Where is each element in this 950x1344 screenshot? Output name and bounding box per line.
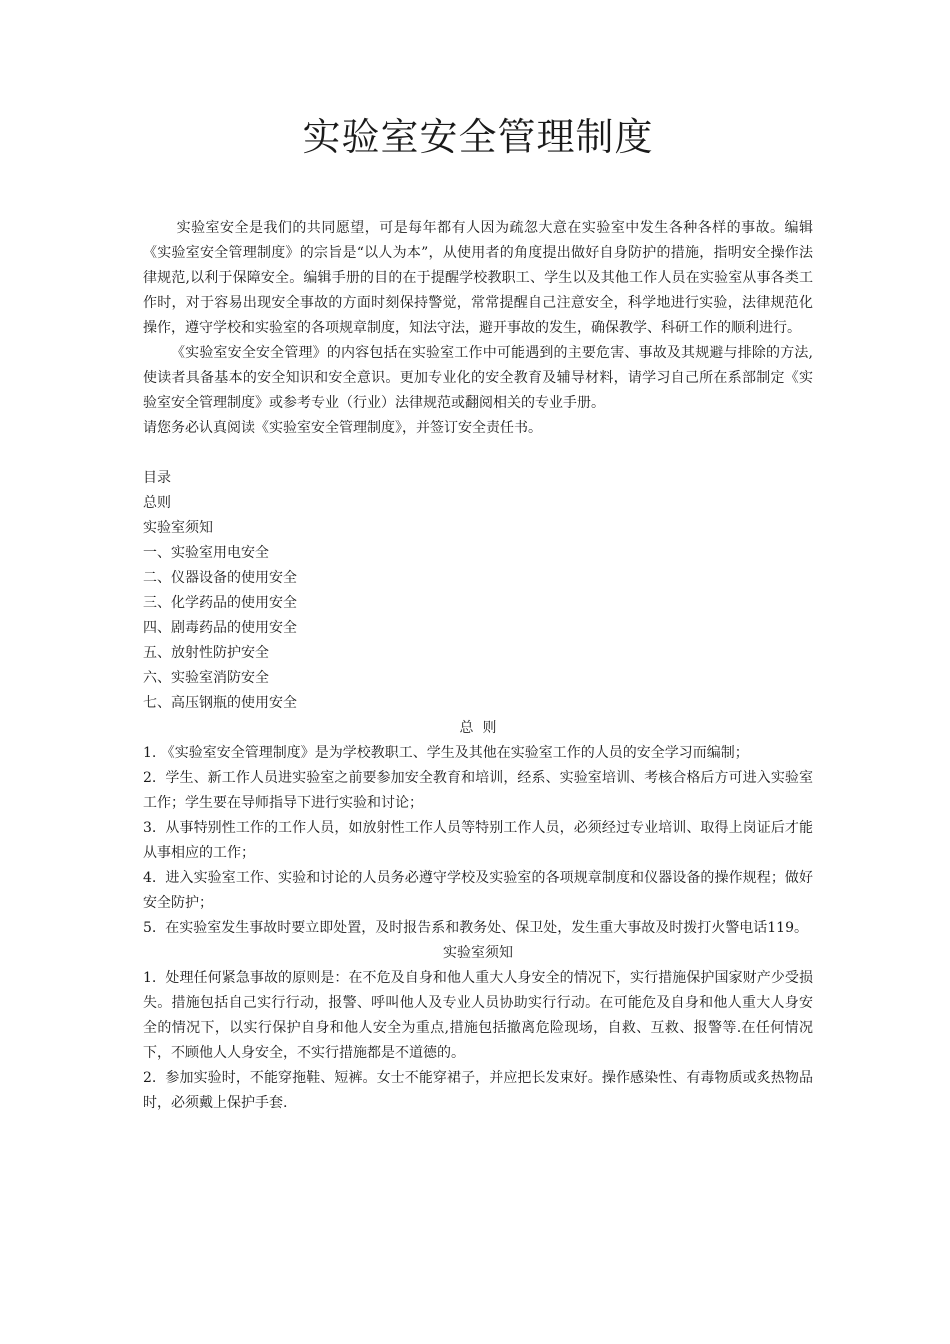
notice-item-1: 1. 处理任何紧急事故的原则是：在不危及自身和他人重大人身安全的情况下，实行措施保护国家财产少受损失。措施包括自己实行行动，报警、呼叫他人及专业人员协助实行行动。在可能危及自身和他人重大人身安全的情况下，以实行保护自身和他人安全为重点,措施包括撤离危险现场，自救、互救、报警等.在任何情况下，不顾他人人身安全，不实行措施都是不道德的。: [143, 970, 813, 1061]
intro-paragraph-3: 请您务必认真阅读《实验室安全管理制度》，并签订安全责任书。: [143, 420, 542, 436]
toc-item: 六、实验室消防安全: [143, 670, 269, 686]
general-item-2: 2. 学生、新工作人员进实验室之前要参加安全教育和培训，经系、实验室培训、考核合格后方可进入实验室工作；学生要在导师指导下进行实验和讨论；: [143, 770, 813, 811]
intro-paragraph-1: 实验室安全是我们的共同愿望，可是每年都有人因为疏忽大意在实验室中发生各种各样的事故。编辑《实验室安全管理制度》的宗旨是“以人为本”，从使用者的角度提出做好自身防护的措施，指明安全操作法律规范,以利于保障安全。编辑手册的目的在于提醒学校教职工、学生以及其他工作人员在实验室从事各类工作时，对于容易出现安全事故的方面时刻保持警觉，常常提醒自己注意安全，科学地进行实验，法律规范化操作，遵守学校和实验室的各项规章制度，知法守法，避开事故的发生，确保教学、科研工作的顺利进行。: [143, 220, 813, 336]
toc-item: 五、放射性防护安全: [143, 645, 269, 661]
toc-item: 四、剧毒药品的使用安全: [143, 620, 297, 636]
notice-item-2: 2. 参加实验时，不能穿拖鞋、短裤。女士不能穿裙子，并应把长发束好。操作感染性、有毒物质或炙热物品时，必须戴上保护手套.: [143, 1070, 813, 1111]
general-item-5: 5. 在实验室发生事故时要立即处置，及时报告系和教务处、保卫处，发生重大事故及时拨打火警电话119。: [143, 920, 808, 936]
toc-item: 二、仪器设备的使用安全: [143, 570, 297, 586]
toc-item: 实验室须知: [143, 520, 213, 536]
general-item-4: 4. 进入实验室工作、实验和讨论的人员务必遵守学校及实验室的各项规章制度和仪器设备的操作规程；做好安全防护；: [143, 870, 813, 911]
notice-heading: 实验室须知: [443, 945, 513, 961]
table-of-contents: [143, 466, 813, 716]
toc-heading: 目录: [143, 470, 171, 486]
section-spacer: [143, 441, 813, 466]
toc-item: 总则: [143, 495, 171, 511]
document-body: [143, 216, 813, 1116]
toc-item: 三、化学药品的使用安全: [143, 595, 297, 611]
general-item-1: 1. 《实验室安全管理制度》是为学校教职工、学生及其他在实验室工作的人员的安全学习而编制；: [143, 745, 749, 761]
general-heading: 总 则: [459, 720, 497, 736]
intro-paragraph-2: 《实验室安全安全管理》的内容包括在实验室工作中可能遇到的主要危害、事故及其规避与排除的方法,使读者具备基本的安全知识和安全意识。更加专业化的安全教育及辅导材料，请学习自己所在系部制定《实验室安全管理制度》或参考专业（行业）法律规范或翻阅相关的专业手册。: [143, 345, 813, 411]
general-item-3: 3. 从事特别性工作的工作人员，如放射性工作人员等特别工作人员，必须经过专业培训、取得上岗证后才能从事相应的工作；: [143, 820, 813, 861]
toc-item: 一、实验室用电安全: [143, 545, 269, 561]
document-title: 实验室安全管理制度: [302, 115, 654, 159]
toc-item: 七、高压钢瓶的使用安全: [143, 695, 297, 711]
